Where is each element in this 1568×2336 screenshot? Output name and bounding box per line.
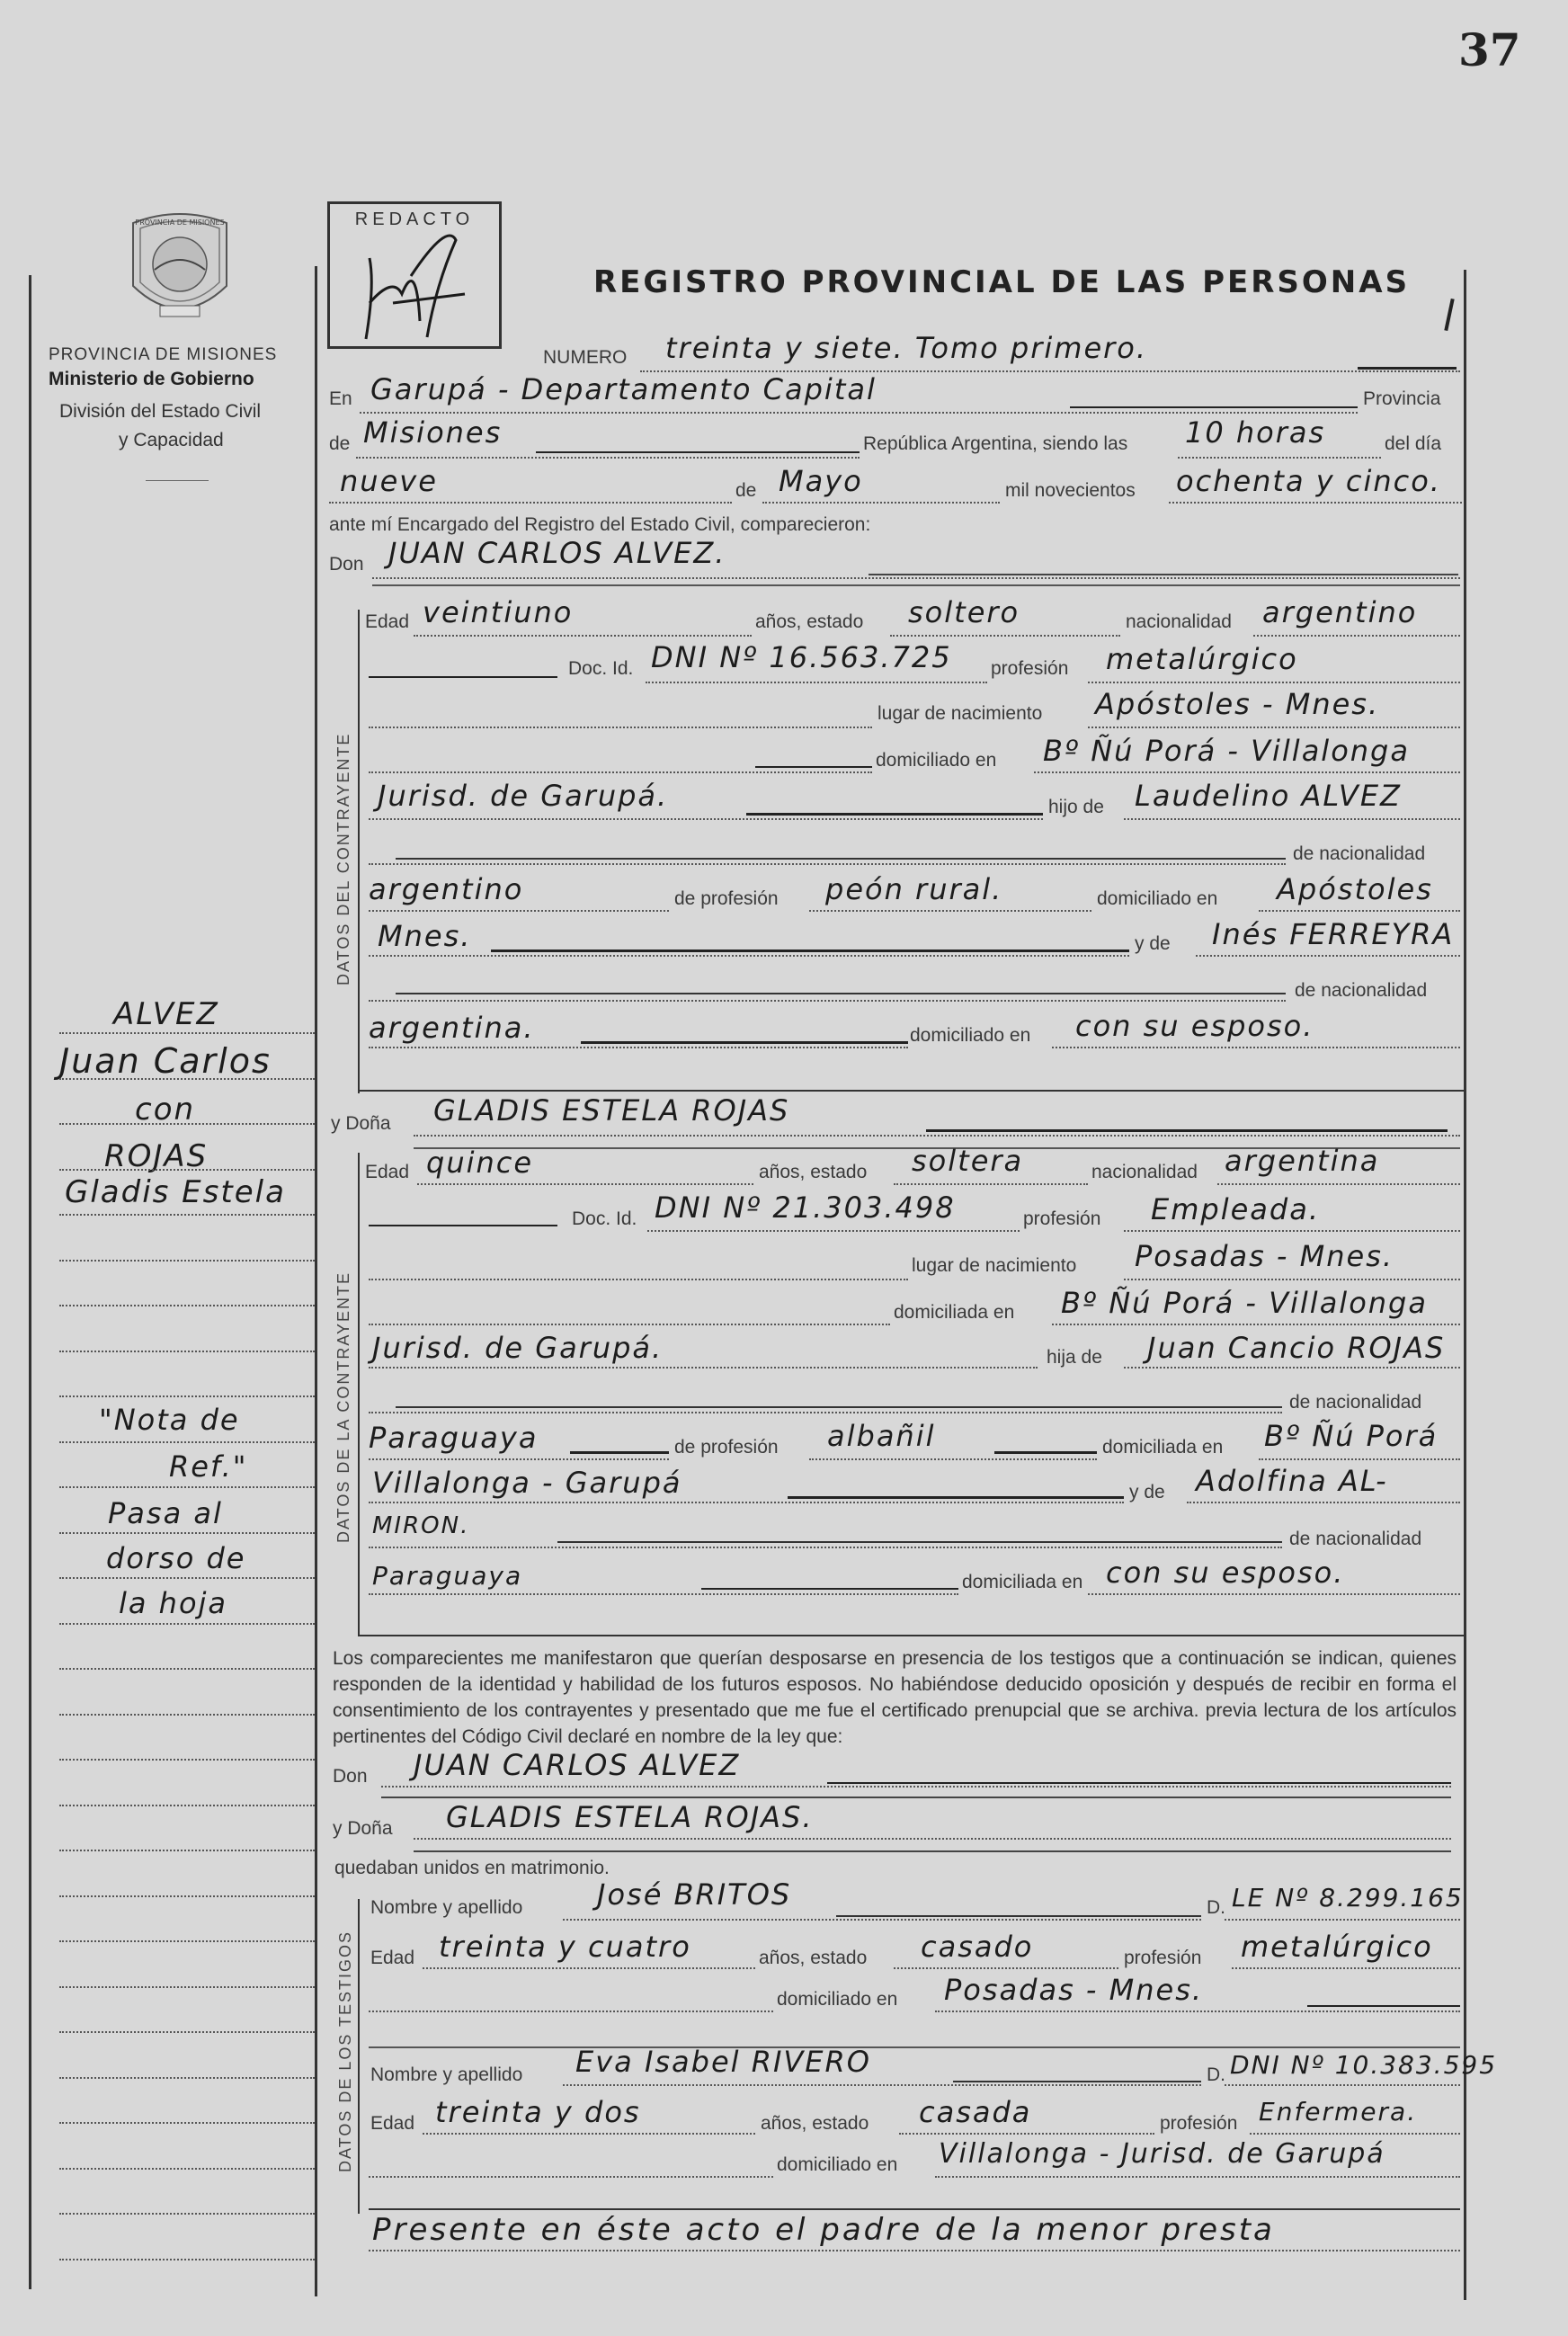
dona-value: GLADIS ESTELA ROJAS: [433, 1093, 790, 1128]
f-padre-dom2-line: [369, 1502, 1124, 1503]
declaration-text: Los comparecientes me manifestaron que querían desposarse en presencia de los testigos que a continuación se indican, quienes responden de la identidad y habilidad de los futuros esposos. No habiéndose deducido oposición y después de recibir en forma el consentimiento de los contrayentes y presentado que me fue el certificado prenupcial que se archiva. previa lectura de los artículos pertinentes del Código Civil declaré en nombre de la ley que:: [333, 1648, 1457, 1747]
provincia-label: Provincia: [1363, 388, 1441, 409]
c-edad: veintiuno: [423, 595, 574, 629]
f-dom-pre-line: [369, 1324, 890, 1325]
t1-profesion: metalúrgico: [1241, 1930, 1433, 1964]
c-estado: soltero: [908, 595, 1020, 629]
t1-estado: casado: [921, 1930, 1034, 1964]
margin-note-ref-1: "Nota de: [99, 1403, 240, 1437]
anio-value: ochenta y cinco.: [1176, 464, 1441, 498]
c-padre-prof-label: de profesión: [674, 888, 779, 909]
margin-note-ref-4: dorso de: [106, 1541, 246, 1575]
margin-note-surname: ALVEZ: [113, 996, 219, 1032]
c-padre-dom2-dash: [491, 950, 1129, 952]
signature-mark: [330, 204, 499, 346]
decl-dona-rule: [414, 1850, 1451, 1852]
numero-label: NUMERO: [543, 347, 628, 368]
f-madre2: MIRON.: [372, 1512, 470, 1539]
t1-estado-line: [894, 1967, 1118, 1969]
testigos-side-label: DATOS DE LOS TESTIGOS: [336, 1930, 354, 2172]
t1-domicilio: Posadas - Mnes.: [944, 1973, 1204, 2007]
c-madre-nac-label: de nacionalidad: [1295, 980, 1428, 1001]
margin-ruled-line: [59, 1940, 315, 1942]
margin-ruled-line: [59, 2213, 315, 2215]
t1-doc: LE Nº 8.299.165: [1232, 1883, 1464, 1912]
f-madre-nac-line: [369, 1593, 958, 1595]
c-padre-nac-label: de nacionalidad: [1293, 843, 1426, 864]
t1-doc-line: [1225, 1919, 1460, 1921]
margin-ruled-line: [59, 1441, 315, 1443]
left-border-line: [29, 275, 31, 2289]
t2-edad-line: [423, 2133, 755, 2135]
f-madre-line: [1187, 1502, 1460, 1503]
margin-ruled-line: [59, 1850, 315, 1851]
column-divider-line: [315, 266, 317, 2296]
c-doc-label: Doc. Id.: [568, 658, 634, 679]
margin-ruled-line: [59, 2259, 315, 2260]
f-madre-dom-label: domiciliada en: [962, 1572, 1083, 1592]
f-edad-line: [417, 1183, 753, 1185]
contrayenta-box-border: [358, 1153, 360, 1636]
t1-doc-label: D.: [1207, 1897, 1225, 1918]
f-nacionalidad: argentina: [1225, 1144, 1380, 1178]
anio-line: [1169, 502, 1462, 504]
margin-ruled-line: [59, 1486, 315, 1488]
margin-ruled-line: [59, 1623, 315, 1625]
en-label: En: [329, 388, 352, 409]
c-profesion: metalúrgico: [1106, 642, 1298, 676]
t2-edad: treinta y dos: [435, 2095, 641, 2129]
t2-doc-label: D.: [1207, 2064, 1225, 2085]
margin-ruled-line: [59, 1214, 315, 1216]
t2-prof-line: [1250, 2133, 1460, 2135]
c-doc-dash: [369, 676, 557, 678]
margin-ruled-line: [59, 1351, 315, 1352]
decl-don-value: JUAN CARLOS ALVEZ: [414, 1748, 741, 1782]
margin-note-ref-3: Pasa al: [108, 1496, 223, 1530]
t1-nombre-rule: [836, 1915, 1201, 1917]
f-padre-dom-line: [1259, 1458, 1460, 1460]
margin-note-ref-5: la hoja: [119, 1586, 228, 1620]
don-line: [372, 577, 1460, 579]
c-hijo-label: hijo de: [1048, 797, 1104, 817]
t2-nombre-rule: [953, 2081, 1201, 2082]
footer-note: Presente en éste acto el padre de la menor presta: [372, 2212, 1275, 2248]
c-prof-label: profesión: [991, 658, 1069, 679]
f-edad: quince: [426, 1146, 534, 1180]
margin-ruled-line: [59, 2122, 315, 2124]
en-line: [360, 412, 1358, 414]
c-lugar: Apóstoles - Mnes.: [1095, 687, 1380, 721]
f-padre-nac-line: [369, 1458, 669, 1460]
c-madre-dom-label: domiciliado en: [910, 1025, 1031, 1046]
c-y-de-label: y de: [1135, 933, 1171, 954]
t2-doc-line: [1225, 2084, 1460, 2086]
republica-label: República Argentina, siendo las: [863, 433, 1128, 454]
c-dom2: Jurisd. de Garupá.: [378, 779, 669, 813]
margin-ruled-line: [59, 1895, 315, 1897]
don-value: JUAN CARLOS ALVEZ.: [388, 536, 726, 570]
right-border-line: [1464, 270, 1466, 2300]
c-nac-line: [1253, 635, 1460, 637]
t2-nombre-label: Nombre y apellido: [370, 2064, 523, 2085]
f-lugar-line: [1124, 1279, 1460, 1280]
c-estado-label: años, estado: [755, 611, 864, 632]
c-dom2-dash: [746, 813, 1043, 816]
numero-dash: [1358, 367, 1457, 370]
en-value: Garupá - Departamento Capital: [370, 372, 877, 406]
t2-estado-label: años, estado: [761, 2113, 869, 2134]
en-dash: [1070, 406, 1358, 408]
f-padre-nac: Paraguaya: [369, 1421, 539, 1455]
c-doc: DNI Nº 16.563.725: [651, 640, 952, 674]
f-doc-dash: [369, 1225, 557, 1226]
decl-don-line: [381, 1786, 1451, 1788]
t2-dom-line: [935, 2176, 1460, 2178]
f-lugar: Posadas - Mnes.: [1135, 1239, 1394, 1273]
provincial-seal: [124, 205, 236, 331]
f-padre-line: [1124, 1367, 1460, 1369]
title-tick: [1444, 299, 1454, 331]
c-domicilio: Bº Ñú Porá - Villalonga: [1043, 734, 1410, 768]
c-padre-nac: argentino: [369, 872, 524, 906]
f-lugar-pre-line: [369, 1279, 908, 1280]
f-padre-nac-pre-line: [369, 1412, 1282, 1413]
del-dia-label: del día: [1385, 433, 1442, 454]
c-dom-label: domiciliado en: [876, 750, 997, 771]
page-title: REGISTRO PROVINCIAL DE LAS PERSONAS: [593, 264, 1411, 300]
province-label: PROVINCIA DE MISIONES: [49, 345, 278, 364]
t1-nombre: José BRITOS: [597, 1877, 792, 1912]
f-padre-prof-label: de profesión: [674, 1437, 779, 1458]
contrayente-side-label: DATOS DEL CONTRAYENTE: [334, 732, 352, 985]
capacity-label: y Capacidad: [119, 430, 224, 450]
margin-note-name-2: Gladis Estela: [65, 1174, 286, 1210]
f-padre-prof: albañil: [827, 1419, 936, 1453]
don-rule-2: [372, 584, 1460, 586]
c-dom2-line: [369, 818, 1043, 820]
f-dom2-line: [369, 1367, 1038, 1369]
t1-dom-label: domiciliado en: [777, 1989, 898, 2010]
f-padre-nac-dash: [570, 1451, 669, 1454]
f-madre-nac-rule: [557, 1541, 1282, 1543]
testigos-box-border: [358, 1899, 360, 2214]
c-madre-nac-dash: [581, 1041, 908, 1044]
margin-ruled-line: [59, 1305, 315, 1306]
f-madre: Adolfina AL-: [1196, 1464, 1388, 1498]
horas-value: 10 horas: [1185, 415, 1326, 450]
f-padre-dom2: Villalonga - Garupá: [372, 1466, 682, 1500]
f-doc: DNI Nº 21.303.498: [655, 1190, 956, 1225]
c-edad-line: [414, 635, 752, 637]
f-madre-nac-pre-line: [369, 1547, 1282, 1548]
f-prof-line: [1124, 1230, 1460, 1232]
f-estado-line: [894, 1183, 1088, 1185]
dia-value: nueve: [340, 464, 438, 498]
margin-ruled-line: [59, 1260, 315, 1262]
decl-don-label: Don: [333, 1766, 368, 1787]
f-prof-label: profesión: [1023, 1208, 1101, 1229]
mes-value: Mayo: [779, 464, 863, 498]
dia-line: [329, 502, 732, 504]
f-madre-nac-dash: [701, 1588, 958, 1590]
margin-ruled-line: [59, 2077, 315, 2079]
c-madre-nac: argentina.: [369, 1011, 535, 1045]
c-edad-label: Edad: [365, 611, 410, 632]
header-rule: [146, 480, 209, 481]
de-mes-label: de: [735, 480, 757, 501]
margin-ruled-line: [59, 1395, 315, 1397]
f-estado: soltera: [912, 1144, 1024, 1178]
t2-nombre: Eva Isabel RIVERO: [575, 2045, 871, 2079]
de-dash: [536, 451, 860, 453]
t2-dom-label: domiciliado en: [777, 2154, 898, 2175]
t1-prof-label: profesión: [1124, 1948, 1202, 1968]
margin-note-ref-2: Ref.": [169, 1449, 248, 1484]
c-padre-dom: Apóstoles: [1277, 872, 1433, 906]
margin-note-con: con: [135, 1092, 196, 1128]
c-prof-line: [1088, 682, 1460, 683]
contrayenta-box-bottom: [358, 1635, 1464, 1636]
margin-note-surname-2: ROJAS: [104, 1138, 209, 1174]
f-padre-nac-label: de nacionalidad: [1289, 1392, 1422, 1413]
t2-estado: casada: [919, 2095, 1032, 2129]
margin-ruled-line: [59, 1123, 315, 1125]
don-label: Don: [329, 554, 364, 575]
c-padre-dom-label: domiciliado en: [1097, 888, 1218, 909]
margin-ruled-line: [59, 2031, 315, 2033]
dona-label: y Doña: [331, 1113, 391, 1134]
c-dom-pre-dash: [755, 766, 872, 768]
f-dom2: Jurisd. de Garupá.: [372, 1331, 664, 1365]
c-dom-line: [1034, 771, 1460, 773]
f-padre-dom2-dash: [788, 1496, 1124, 1499]
c-lugar-pre-line: [369, 727, 872, 728]
c-madre-nac-line: [369, 1047, 908, 1048]
t1-dom-line: [935, 2011, 1460, 2012]
f-madre-dom: con su esposo.: [1106, 1556, 1345, 1590]
t2-profesion: Enfermera.: [1259, 2097, 1418, 2126]
c-madre-dom-line: [1052, 1047, 1460, 1048]
t1-dom-dash: [1307, 2005, 1460, 2007]
c-madre: Inés FERREYRA: [1212, 917, 1455, 951]
f-dom-label: domiciliada en: [894, 1302, 1015, 1323]
c-nac-label: nacionalidad: [1126, 611, 1232, 632]
decl-don-rule: [381, 1797, 1451, 1798]
division-label: División del Estado Civil: [59, 401, 262, 422]
c-padre-nac-pre-line: [369, 863, 1286, 865]
ministry-label: Ministerio de Gobierno: [49, 369, 254, 389]
footer-note-line: [369, 2250, 1460, 2251]
c-padre: Laudelino ALVEZ: [1135, 779, 1402, 813]
f-padre-prof-dash: [994, 1451, 1097, 1454]
c-padre-nac-rule: [396, 858, 1286, 860]
c-padre-dom-line: [1259, 910, 1460, 912]
c-padre-prof-line: [809, 910, 1091, 912]
t2-dom-pre-line: [369, 2176, 773, 2178]
t2-edad-label: Edad: [370, 2113, 415, 2134]
t1-estado-label: años, estado: [759, 1948, 868, 1968]
margin-ruled-line: [59, 1577, 315, 1579]
decl-dona-line: [414, 1838, 1451, 1840]
f-lugar-label: lugar de nacimiento: [912, 1255, 1077, 1276]
page-number: 37: [1458, 23, 1521, 76]
c-padre-dom2: Mnes.: [378, 919, 472, 953]
f-nac-line: [1217, 1183, 1460, 1185]
f-padre-dom: Bº Ñú Porá: [1264, 1419, 1439, 1453]
decl-dona-label: y Doña: [333, 1818, 393, 1839]
contrayente-box-border: [358, 610, 360, 1093]
f-y-de-label: y de: [1129, 1482, 1165, 1502]
f-madre-dom-line: [1088, 1593, 1460, 1595]
f-nac-label: nacionalidad: [1091, 1162, 1198, 1182]
f-padre-dom-label: domiciliada en: [1102, 1437, 1224, 1458]
c-padre-line: [1124, 818, 1460, 820]
c-doc-line: [646, 682, 987, 683]
numero-value: treinta y siete. Tomo primero.: [665, 331, 1148, 365]
margin-ruled-line: [59, 1169, 315, 1171]
f-doc-line: [647, 1230, 1020, 1232]
t1-nombre-line: [563, 1919, 1201, 1921]
t1-nombre-label: Nombre y apellido: [370, 1897, 523, 1918]
t2-bottom-rule: [369, 2208, 1460, 2210]
f-domicilio: Bº Ñú Porá - Villalonga: [1061, 1286, 1428, 1320]
f-profesion: Empleada.: [1151, 1192, 1320, 1226]
svg-text:PROVINCIA DE MISIONES: PROVINCIA DE MISIONES: [135, 218, 225, 227]
dona-dash: [926, 1129, 1448, 1132]
margin-ruled-line: [59, 1986, 315, 1988]
t2-nombre-line: [563, 2084, 1201, 2086]
dona-line: [414, 1135, 1460, 1137]
c-madre-dom: con su esposo.: [1075, 1009, 1314, 1043]
c-dom-pre-line: [369, 771, 872, 773]
margin-ruled-line: [59, 1668, 315, 1670]
t1-prof-line: [1232, 1967, 1460, 1969]
c-nacionalidad: argentino: [1262, 595, 1418, 629]
c-estado-line: [890, 635, 1120, 637]
f-padre-nac-rule: [396, 1406, 1282, 1408]
c-padre-dom2-line: [369, 955, 1129, 957]
decl-dona-value: GLADIS ESTELA ROJAS.: [446, 1800, 814, 1834]
f-dom-line: [1052, 1324, 1460, 1325]
margin-ruled-line: [59, 1032, 315, 1034]
f-hija-label: hija de: [1047, 1347, 1102, 1368]
f-doc-label: Doc. Id.: [572, 1208, 637, 1229]
redacto-label: REDACTO: [354, 210, 475, 229]
c-padre-nac-line: [369, 910, 669, 912]
t1-bottom-rule: [369, 2046, 1460, 2048]
margin-ruled-line: [59, 1532, 315, 1534]
margin-ruled-line: [59, 1078, 315, 1080]
t2-doc: DNI Nº 10.383.595: [1230, 2050, 1498, 2080]
f-padre-prof-line: [809, 1458, 1097, 1460]
ante-label: ante mí Encargado del Registro del Estado Civil, comparecieron:: [329, 514, 871, 535]
c-madre-nac-rule: [396, 993, 1286, 994]
f-estado-label: años, estado: [759, 1162, 868, 1182]
don-rule: [869, 574, 1458, 575]
contrayenta-side-label: DATOS DE LA CONTRAYENTE: [334, 1271, 352, 1543]
de-value: Misiones: [363, 415, 503, 450]
unidos-text: quedaban unidos en matrimonio.: [334, 1858, 610, 1878]
decl-don-dash: [827, 1782, 1451, 1784]
f-madre-nac: Paraguaya: [372, 1561, 523, 1591]
margin-ruled-line: [59, 1759, 315, 1761]
contrayente-box-bottom: [358, 1090, 1464, 1092]
redacto-stamp: [327, 201, 502, 349]
t1-edad-line: [423, 1967, 755, 1969]
t2-estado-line: [899, 2133, 1154, 2135]
t2-prof-label: profesión: [1160, 2113, 1238, 2134]
de-line: [356, 457, 860, 459]
margin-ruled-line: [59, 1805, 315, 1806]
margin-ruled-line: [59, 2168, 315, 2170]
t1-edad-label: Edad: [370, 1948, 415, 1968]
mes-line: [762, 502, 1000, 504]
horas-line: [1178, 457, 1381, 459]
t1-dom-pre-line: [369, 2011, 773, 2012]
c-lugar-line: [1088, 727, 1460, 728]
c-madre-line: [1196, 955, 1460, 957]
f-madre-nac-label: de nacionalidad: [1289, 1529, 1422, 1549]
margin-ruled-line: [59, 1714, 315, 1716]
mil-label: mil novecientos: [1005, 480, 1136, 501]
t2-domicilio: Villalonga - Jurisd. de Garupá: [939, 2138, 1385, 2170]
c-padre-prof: peón rural.: [825, 872, 1003, 906]
f-padre: Juan Cancio ROJAS: [1147, 1331, 1446, 1365]
de-label: de: [329, 433, 351, 454]
c-madre-nac-pre-line: [369, 1000, 1286, 1002]
margin-note-name: Juan Carlos: [59, 1041, 272, 1081]
f-edad-label: Edad: [365, 1162, 410, 1182]
t1-edad: treinta y cuatro: [439, 1930, 691, 1964]
c-lugar-label: lugar de nacimiento: [878, 703, 1043, 724]
